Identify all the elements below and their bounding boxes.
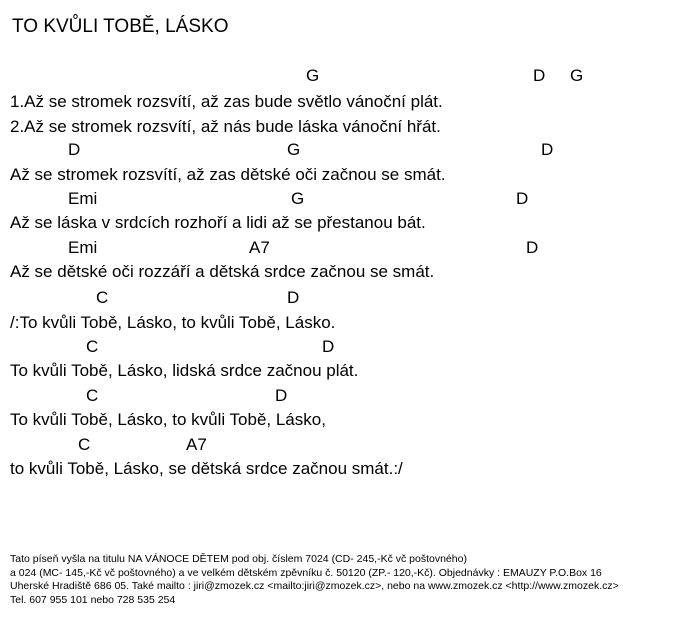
chord: D bbox=[526, 238, 539, 257]
chord: C bbox=[96, 288, 109, 307]
lyric-line: 1.Až se stromek rozsvítí, až zas bude světlo vánoční plát. bbox=[10, 92, 443, 111]
chord: D bbox=[68, 140, 81, 159]
chord: G bbox=[306, 66, 320, 85]
lyric-line: 2.Až se stromek rozsvítí, až nás bude láska vánoční hřát. bbox=[10, 117, 441, 136]
footer-line: Uherské Hradiště 686 05. Také mailto : jiri@zmozek.cz <mailto:jiri@zmozek.cz>, nebo na www.zmozek.cz <http://www.zmozek.cz> bbox=[10, 580, 619, 592]
chord: D bbox=[275, 386, 288, 405]
chord: D bbox=[516, 189, 529, 208]
chord: Emi bbox=[68, 238, 98, 257]
lyric-line: To kvůli Tobě, Lásko, lidská srdce začnou plát. bbox=[10, 361, 359, 380]
chord: D bbox=[287, 288, 300, 307]
footer-line: Tato píseň vyšla na titulu NA VÁNOCE DĚTEM pod obj. číslem 7024 (CD- 245,-Kč vč poštovného) bbox=[10, 553, 467, 565]
lyric-line: Až se láska v srdcích rozhoří a lidi až se přestanou bát. bbox=[10, 213, 426, 232]
lyric-line: Až se stromek rozsvítí, až zas dětské oči začnou se smát. bbox=[10, 165, 446, 184]
song-title: TO KVŮLI TOBĚ, LÁSKO bbox=[12, 16, 229, 37]
lyric-line: Až se dětské oči rozzáří a dětská srdce začnou se smát. bbox=[10, 262, 435, 281]
chord: A7 bbox=[249, 238, 270, 257]
lyric-line: /:To kvůli Tobě, Lásko, to kvůli Tobě, Lásko. bbox=[10, 313, 336, 332]
chord: C bbox=[86, 337, 99, 356]
chord: D bbox=[322, 337, 335, 356]
footer-line: a 024 (MC- 145,-Kč vč poštovného) a ve velkém dětském zpěvníku č. 50120 (ZP.- 120,-Kč). Objednávky : EMAUZY P.O.Box 16 bbox=[10, 566, 602, 579]
chord: D bbox=[541, 140, 554, 159]
chord: G bbox=[291, 189, 305, 208]
footer-line: Tel. 607 955 101 nebo 728 535 254 bbox=[10, 593, 176, 606]
publication-note bbox=[10, 553, 619, 607]
chord: G bbox=[570, 66, 584, 85]
chord: C bbox=[78, 435, 91, 454]
chord: C bbox=[86, 386, 99, 405]
chord: G bbox=[287, 140, 301, 159]
lyric-line: To kvůli Tobě, Lásko, to kvůli Tobě, Lásko, bbox=[10, 410, 326, 429]
chord: Emi bbox=[68, 189, 98, 208]
chord: D bbox=[533, 66, 546, 85]
chord: A7 bbox=[186, 435, 207, 454]
lyric-line: to kvůli Tobě, Lásko, se dětská srdce začnou smát.:/ bbox=[10, 459, 403, 478]
